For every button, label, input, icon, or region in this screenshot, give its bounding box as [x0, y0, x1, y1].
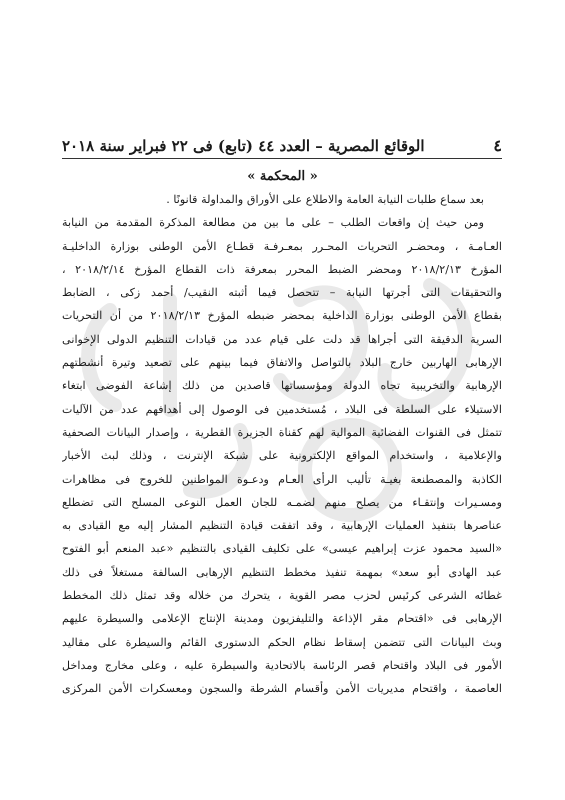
gazette-title: الوقائع المصرية – العدد ٤٤ (تابع) فى ٢٢ فبراير سنة ٢٠١٨ — [62, 137, 425, 155]
paragraph-line: والإعلامية ، واستخدام المواقع الإلكترونية على شبكة الإنترنت ، وذلك لبث الأخبار — [62, 449, 502, 463]
section-title: « المحكمة » — [247, 169, 318, 184]
paragraph-line: ومن حيث إن واقعات الطلب – على ما بين من مطالعة المذكرة المقدمة من النيابة — [62, 216, 484, 230]
paragraph-line: والتحقيقات التى أجرتها النيابة – تتحصل فيما أثبته النقيب/ أحمد زكى ، الضابط — [62, 286, 502, 300]
paragraph-line: عناصرها بتنفيذ العمليات الإرهابية ، وقد اتفقت قيادة التنظيم المشار إليه مع القيادى به — [62, 519, 502, 533]
paragraph-line: بعد سماع طلبات النيابة العامة والاطلاع على الأوراق والمداولة قانونًا . — [166, 193, 484, 206]
paragraph-line: الإرهابية والتخريبية تجاه الدولة ومؤسساتها قاصدين من ذلك إشاعة الفوضى ابتغاء — [62, 379, 502, 393]
paragraph-line: العاصمة ، واقتحام مديريات الأمن وأقسام الشرطة والسجون ومعسكرات الأمن المركزى — [62, 682, 502, 696]
paragraph-line: الاستيلاء على السلطة فى البلاد ، مُستخدمين فى الوصول إلى أهدافهم عدد من الآليات — [62, 402, 502, 416]
paragraph-line: تتمثل فى القنوات الفضائية الموالية لهم كقناة الجزيرة القطرية ، وإصدار البيانات الصحفية — [62, 425, 502, 439]
paragraph-line: الإرهابى فى «اقتحام مقر الإذاعة والتليفزيون ومدينة الإنتاج الإعلامى والسيطرة عليهم — [62, 612, 502, 626]
paragraph-line: الإرهابى الهاربين خارج البلاد بالتواصل والاتفاق فيما بينهم على تصعيد وتيرة أنشطتهم — [62, 356, 502, 370]
paragraph-line: ومسـيرات وإنتقـاء من يصلح منهم لضمـه للجان العمل النوعى المسلح التى تضطلع — [62, 495, 502, 509]
paragraph-line: «السيد محمود عزت إبراهيم عيسى» على تكليف القيادى بالتنظيم «عبد المنعم أبو الفتوح — [62, 542, 502, 556]
header-divider — [62, 158, 502, 159]
paragraph-line: السرية الدقيقة التى أجراها قد دلت على قيام عدد من قيادات التنظيم الدولى الإخوانى — [62, 332, 502, 346]
page-header — [62, 136, 502, 155]
paragraph-1 — [62, 188, 502, 211]
paragraph-2 — [62, 211, 502, 700]
paragraph-line: الأمور فى البلاد واقتحام قصر الرئاسة بالاتحادية والسيطرة عليه ، وعلى مخارج ومداخل — [62, 658, 502, 672]
paragraph-line: المؤرخ ٢٠١٨/٢/١٣ ومحضر الضبط المحرر بمعرفة ذات القطاع المؤرخ ٢٠١٨/٢/١٤ ، — [62, 262, 502, 276]
paragraph-line: غطائه الشرعى كرئيس لحزب مصر القوية ، يتحرك من خلاله وقد تمثل ذلك المخطط — [62, 589, 502, 603]
page-number: ٤ — [493, 136, 502, 155]
paragraph-line: الكاذبة والمصطنعة بغيـة تأليب الرأى العـام ودعـوة المواطنين للخروج فى مظاهرات — [62, 472, 502, 486]
paragraph-line: بقطاع الأمن الوطنى بوزارة الداخلية بمحضر ضبطه المؤرخ ٢٠١٨/٢/١٣ من أن التحريات — [62, 309, 502, 323]
paragraph-line: عبد الهادى أبو سعد» بمهمة تنفيذ مخطط التنظيم الإرهابى السالفة مستغلاً فى ذلك — [62, 565, 502, 579]
paragraph-line: وبث البيانات التى تتضمن إسقاط نظام الحكم الدستورى القائم والسيطرة على مقاليد — [62, 635, 502, 649]
document-body — [62, 188, 502, 701]
paragraph-line: العـامـة ، ومحضـر التحريات المحـرر بمعـرفـة قطـاع الأمن الوطنى بوزارة الداخليـة — [62, 239, 502, 253]
